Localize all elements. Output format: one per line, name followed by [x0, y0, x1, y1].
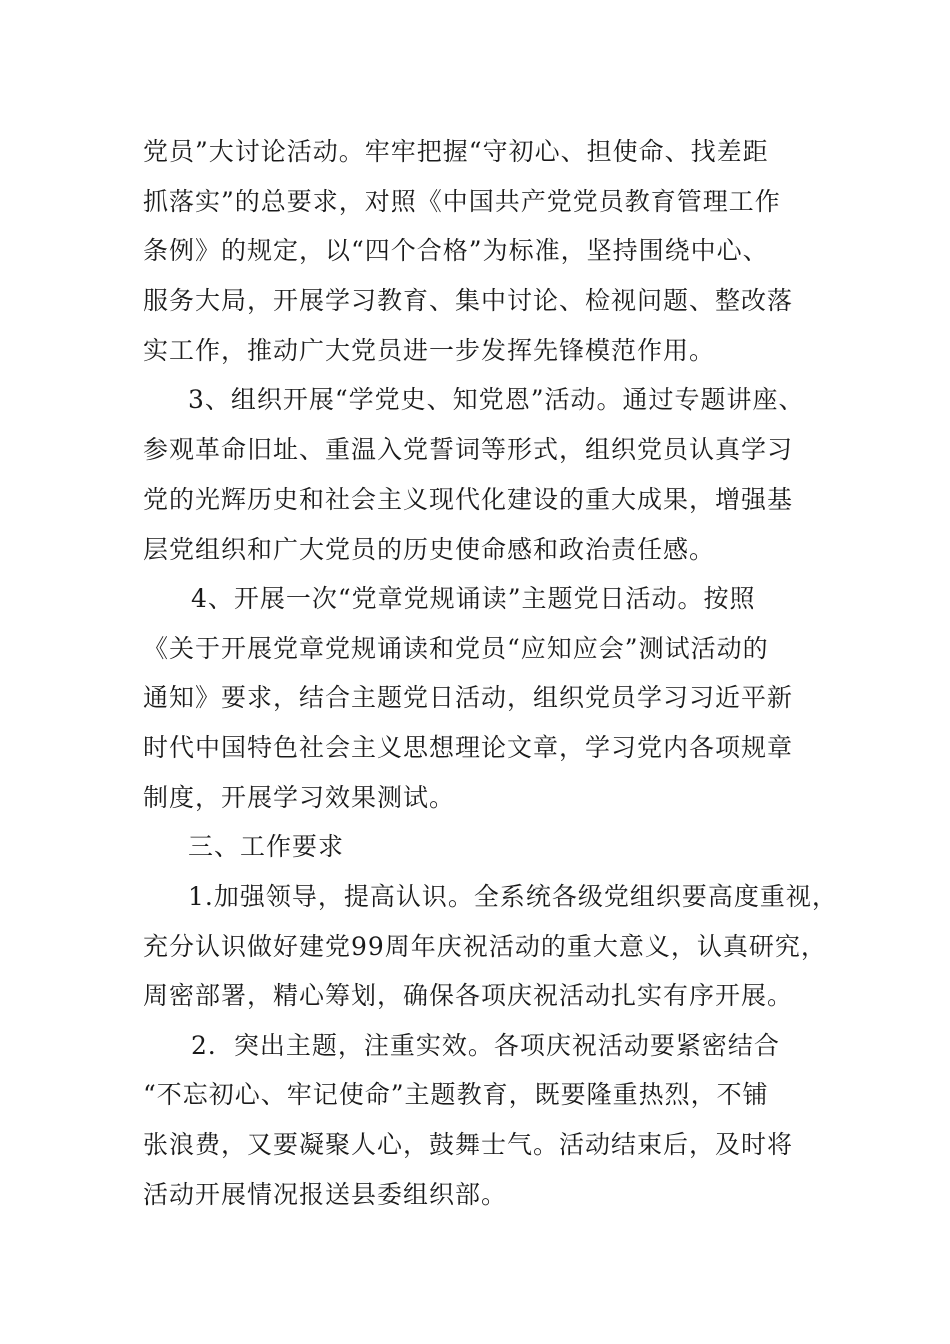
- paragraph-4-heading: 4、开展一次“党章党规诵读”主题党日活动。按照: [191, 584, 756, 613]
- text-line: 服务大局，开展学习教育、集中讨论、检视问题、整改落: [143, 286, 794, 315]
- text-line: 抓落实”的总要求，对照《中国共产党党员教育管理工作: [143, 187, 781, 216]
- text-line: 制度，开展学习效果测试。: [143, 783, 456, 812]
- text-line: 活动开展情况报送县委组织部。: [143, 1180, 508, 1209]
- text-line: 时代中国特色社会主义思想理论文章，学习党内各项规章: [143, 733, 794, 762]
- text-line: 条例》的规定，以“四个合格”为标准，坚持围绕中心、: [143, 236, 769, 265]
- text-line: 党员”大讨论活动。牢牢把握“守初心、担使命、找差距: [143, 137, 769, 166]
- paragraph-3-heading: 3、组织开展“学党史、知党恩”活动。通过专题讲座、: [188, 385, 805, 414]
- text-line: 层党组织和广大党员的历史使命感和政治责任感。: [143, 535, 716, 564]
- text-line: 充分认识做好建党99周年庆祝活动的重大意义，认真研究，: [143, 932, 827, 961]
- text-line: 张浪费，又要凝聚人心，鼓舞士气。活动结束后，及时将: [143, 1130, 794, 1159]
- text-line: “不忘初心、牢记使命”主题教育，既要隆重热烈，不铺: [143, 1080, 769, 1109]
- requirement-2-heading: 2．突出主题，注重实效。各项庆祝活动要紧密结合: [191, 1031, 780, 1060]
- text-line: 实工作，推动广大党员进一步发挥先锋模范作用。: [143, 336, 716, 365]
- text-line: 参观革命旧址、重温入党誓词等形式，组织党员认真学习: [143, 435, 794, 464]
- text-line: 周密部署，精心筹划，确保各项庆祝活动扎实有序开展。: [143, 981, 794, 1010]
- text-line: 《关于开展党章党规诵读和党员“应知应会”测试活动的: [143, 634, 769, 663]
- requirement-1-heading: 1.加强领导，提高认识。全系统各级党组织要高度重视，: [188, 882, 838, 911]
- section-heading: 三、工作要求: [188, 832, 345, 861]
- text-line: 通知》要求，结合主题党日活动，组织党员学习习近平新: [143, 683, 794, 712]
- text-line: 党的光辉历史和社会主义现代化建设的重大成果，增强基: [143, 485, 794, 514]
